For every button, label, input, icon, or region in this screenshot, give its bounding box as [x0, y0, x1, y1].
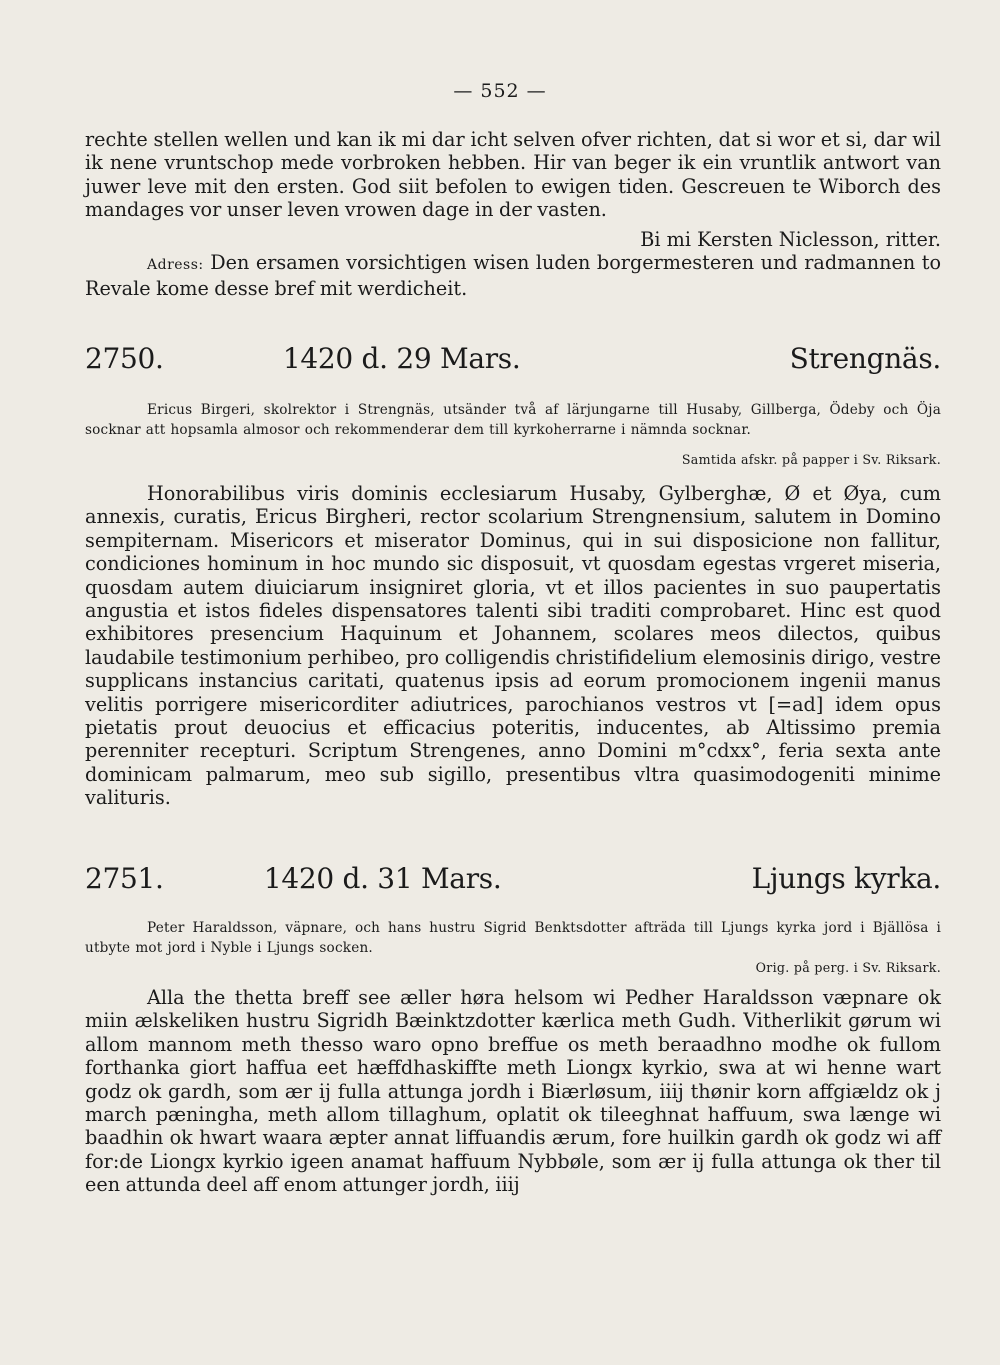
address-label: Adress: — [147, 257, 204, 273]
entry-date: 1420 d. 31 Mars. — [263, 862, 502, 895]
page-number: — 552 — — [453, 80, 547, 102]
entry-date: 1420 d. 29 Mars. — [282, 342, 521, 375]
entry-heading — [85, 342, 941, 376]
entry-heading — [85, 862, 941, 896]
entry-source: Samtida afskr. på papper i Sv. Riksark. — [681, 452, 941, 467]
address-text: Den ersamen vorsichtigen wisen luden borgermesteren und radmannen to Revale kome desse bref mit werdicheit. — [85, 251, 941, 301]
entry-text: Honorabilibus viris dominis ecclesiarum Husaby, Gylberghæ, Ø et Øya, cum annexis, curatis, Ericus Birgheri, rector scolarium Strengnensium, salutem in Domino sempiternam. Misericors et miserator Dominus, qui in sui disposicione non fallitur, condiciones hominum in hoc mundo sic disposuit, vt quosdam egestas vrgeret miseria, quosdam autem diuiciarum insigniret gloria, vt et illos pacientes in suo paupertatis angustia et istos fideles dispensatores talenti sibi traditi comprobaret. Hinc est quod exhibitores presencium Haquinum et Johannem, scolares meos dilectos, quibus laudabile testimonium perhibeo, pro colligendis christifidelium elemosinis dirigo, vestre supplicans instancius caritati, quatenus ipsis ad eorum promocionem ingenii manus velitis porrigere misericorditer adiutrices, parochianos vestros vt [=ad] idem opus pietatis prout deuocius et efficacius poteritis, inducentes, ab Altissimo premia perenniter recepturi. Scriptum Strengenes, anno Domini m°cdxx°, feria sexta ante dominicam palmarum, meo sub sigillo, presentibus vltra quasimodogeniti minime valituris. — [85, 482, 941, 810]
previous-letter-text: rechte stellen wellen und kan ik mi dar icht selven ofver richten, dat si wor et si, dar wil ik nene vruntschop mede vorbroken hebben. Hir van beger ik ein vruntlik antwort van juwer leve mit den ersten. God siit befolen to ewigen tiden. Gescreuen te Wiborch des mandages vor unser leven vrowen dage in der vasten. — [85, 128, 941, 222]
previous-letter-signature: Bi mi Kersten Niclesson, ritter. — [640, 228, 941, 251]
entry-number: 2751. — [85, 862, 164, 895]
entry-number: 2750. — [85, 342, 164, 375]
previous-letter-address — [85, 251, 941, 301]
entry-summary: Ericus Birgeri, skolrektor i Strengnäs, utsänder två af lärjungarne till Husaby, Gillberga, Ödeby och Öja socknar att hopsamla almosor och rekommenderar dem till kyrkoherrarne i nämnda socknar. — [85, 402, 941, 438]
entry-text: Alla the thetta breff see æller høra helsom wi Pedher Haraldsson væpnare ok miin ælskeliken hustru Sigridh Bæinktzdotter kærlica meth Gudh. Vitherlikit gørum wi allom mannom meth thesso waro opno breffue os meth beraadhno modhe ok fullom forthanka giort haffua eet hæffdhaskiffte meth Liongx kyrkio, swa at wi henne wart godz ok gardh, som ær ij fulla attunga jordh i Biærløsum, iiij thønir korn affgiældz ok j march pæningha, meth allom tillaghum, oplatit ok tileeghnat haffuum, swa længe wi baadhin ok hwart waara æpter annat liffuandis ærum, fore huilkin gardh ok godz wi aff for:de Liongx kyrkio igeen anamat haffuum Nybbøle, som ær ij fulla attunga ok ther til een attunda deel aff enom attunger jordh, iiij — [85, 986, 941, 1197]
entry-summary: Peter Haraldsson, väpnare, och hans hustru Sigrid Benktsdotter afträda till Ljungs kyrka jord i Bjällösa i utbyte mot jord i Nyble i Ljungs socken. — [85, 920, 941, 956]
entry-source: Orig. på perg. i Sv. Riksark. — [755, 960, 941, 975]
entry-place: Ljungs kyrka. — [751, 862, 941, 895]
entry-place: Strengnäs. — [789, 342, 941, 375]
